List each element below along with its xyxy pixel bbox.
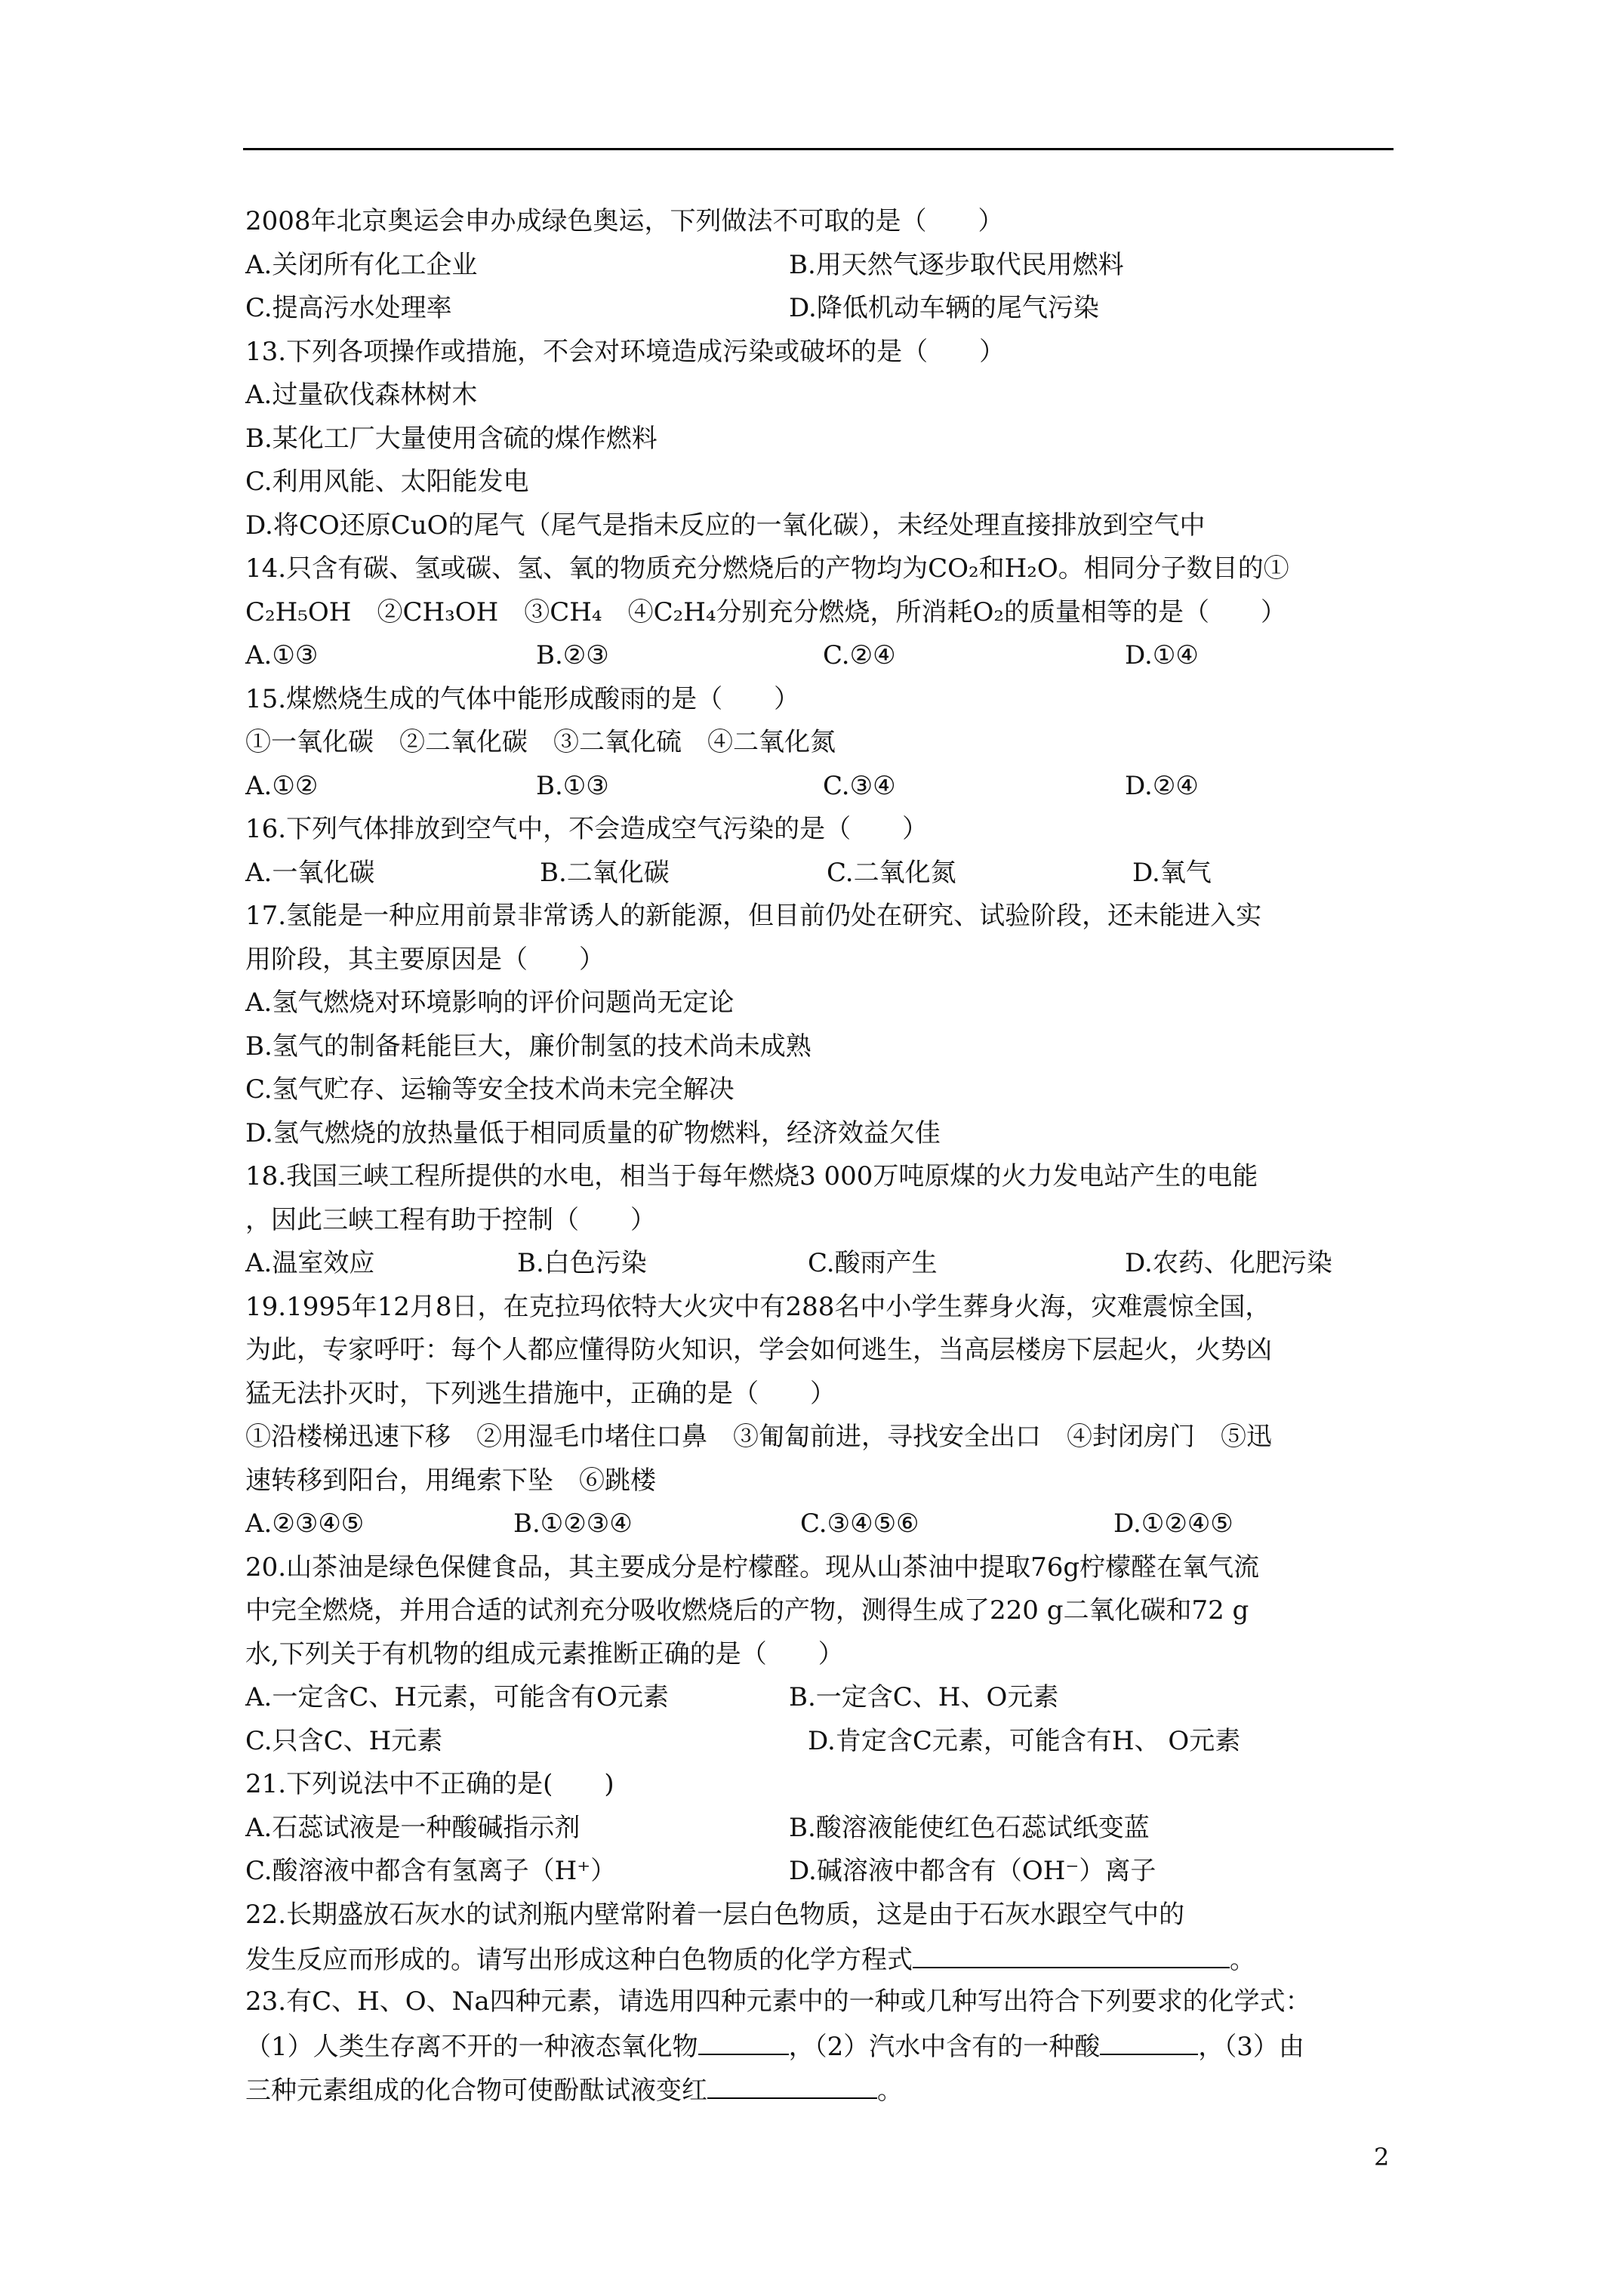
question-12-options-row2 [245, 287, 1408, 331]
option-d: D.②④ [1125, 770, 1199, 801]
option-c: C.酸溶液中都含有氢离子（H⁺） [245, 1856, 617, 1886]
option-d: D.①④ [1125, 640, 1199, 670]
question-21-options-row2 [245, 1850, 1408, 1894]
option-d: D.肯定含C元素，可能含有H、 O元素 [808, 1725, 1241, 1756]
option-d: D.氢气燃烧的放热量低于相同质量的矿物燃料，经济效益欠佳 [245, 1117, 941, 1148]
question-12-stem: 2008年北京奥运会申办成绿色奥运，下列做法不可取的是（ ） [245, 206, 1004, 236]
option-a: A.②③④⑤ [245, 1509, 365, 1539]
option-c: C.二氧化氮 [827, 857, 956, 888]
question-15-options [245, 765, 1408, 809]
option-b: B.氢气的制备耗能巨大，廉价制氢的技术尚未成熟 [245, 1031, 812, 1062]
question-19-stem-cont2: 猛无法扑灭时，下列逃生措施中，正确的是（ ） [245, 1378, 836, 1409]
option-a: A.一氧化碳 [245, 857, 375, 888]
question-19-options [245, 1502, 1408, 1546]
question-22-end: 。 [1230, 1945, 1255, 1975]
question-20-options-row1 [245, 1676, 1408, 1720]
question-15-items: ①一氧化碳 ②二氧化碳 ③二氧化硫 ④二氧化氮 [245, 727, 836, 757]
question-23-part3: ，（3）由 [1198, 2032, 1304, 2062]
question-16-options [245, 852, 1408, 895]
option-d: D.氧气 [1132, 857, 1212, 888]
question-13-stem: 13.下列各项操作或措施，不会对环境造成污染或破坏的是（ ） [245, 336, 1006, 367]
question-14-options [245, 634, 1408, 678]
question-20-stem-cont2: 水,下列关于有机物的组成元素推断正确的是（ ） [245, 1638, 844, 1669]
page-number: 2 [1374, 2143, 1390, 2171]
question-20-stem-cont: 中完全燃烧，并用合适的试剂充分吸收燃烧后的产物，测得生成了220 g二氧化碳和72 g [245, 1595, 1249, 1626]
option-d: D.将CO还原CuO的尾气（尾气是指未反应的一氧化碳），未经处理直接排放到空气中 [245, 510, 1206, 541]
option-b: B.①②③④ [513, 1509, 633, 1539]
question-20-stem: 20.山茶油是绿色保健食品，其主要成分是柠檬醛。现从山茶油中提取76g柠檬醛在氧气流 [245, 1552, 1260, 1583]
option-c: C.③④ [823, 770, 896, 801]
question-20-options-row2 [245, 1720, 1408, 1764]
question-23-parts [245, 2023, 1408, 2067]
question-12-options-row1 [245, 244, 1408, 288]
option-a: A.①③ [245, 640, 319, 670]
option-b: B.①③ [536, 770, 609, 801]
question-14-stem-cont: C₂H₅OH ②CH₃OH ③CH₄ ④C₂H₄分别充分燃烧，所消耗O₂的质量相等的是（ ） [245, 596, 1286, 627]
option-c: C.利用风能、太阳能发电 [245, 467, 529, 497]
question-23-stem: 23.有C、H、O、Na四种元素，请选用四种元素中的一种或几种写出符合下列要求的化学式： [245, 1986, 1311, 2017]
option-c: C.酸雨产生 [808, 1248, 938, 1278]
question-19-stem-cont: 为此，专家呼吁：每个人都应懂得防火知识，学会如何逃生，当高层楼房下层起火，火势凶 [245, 1335, 1272, 1365]
option-b: B.用天然气逐步取代民用燃料 [789, 249, 1124, 280]
question-21-stem: 21.下列说法中不正确的是( ) [245, 1769, 614, 1799]
option-a: A.温室效应 [245, 1248, 375, 1278]
option-a: A.①② [245, 770, 319, 801]
question-23-part1: （1）人类生存离不开的一种液态氧化物 [245, 2032, 698, 2062]
question-22-stem-cont [245, 1937, 1408, 1980]
option-d: D.农药、化肥污染 [1125, 1248, 1332, 1278]
question-17-stem: 17.氢能是一种应用前景非常诱人的新能源，但目前仍处在研究、试验阶段，还未能进入实 [245, 901, 1262, 931]
option-c: C.③④⑤⑥ [800, 1509, 919, 1539]
question-19-items-cont: 速转移到阳台，用绳索下坠 ⑥跳楼 [245, 1465, 656, 1496]
option-b: B.酸溶液能使红色石蕊试纸变蓝 [789, 1812, 1150, 1843]
option-a: A.关闭所有化工企业 [245, 249, 478, 280]
question-23-text: 三种元素组成的化合物可使酚酞试液变红 [245, 2075, 707, 2106]
option-a: A.一定含C、H元素，可能含有O元素 [245, 1682, 669, 1712]
option-c: C.氢气贮存、运输等安全技术尚未完全解决 [245, 1074, 735, 1105]
option-b: B.一定含C、H、O元素 [789, 1682, 1059, 1712]
question-21-options-row1 [245, 1807, 1408, 1851]
answer-blank[interactable] [913, 1937, 1230, 1968]
question-19-items: ①沿楼梯迅速下移 ②用湿毛巾堵住口鼻 ③匍匐前进，寻找安全出口 ④封闭房门 ⑤迅 [245, 1422, 1272, 1452]
option-c: C.只含C、H元素 [245, 1725, 443, 1756]
header-rule [243, 148, 1394, 150]
question-18-stem-cont: ，因此三峡工程有助于控制（ ） [245, 1204, 656, 1235]
option-a: A.过量砍伐森林树木 [245, 380, 478, 410]
option-a: A.氢气燃烧对环境影响的评价问题尚无定论 [245, 988, 735, 1018]
question-18-options [245, 1242, 1408, 1286]
page-body [245, 200, 1408, 2110]
option-b: B.②③ [536, 640, 609, 670]
question-23-stem-cont [245, 2067, 1408, 2111]
question-15-stem: 15.煤燃烧生成的气体中能形成酸雨的是（ ） [245, 683, 800, 714]
question-22-stem: 22.长期盛放石灰水的试剂瓶内壁常附着一层白色物质，这是由于石灰水跟空气中的 [245, 1899, 1185, 1930]
answer-blank[interactable] [1100, 2023, 1198, 2055]
option-b: B.白色污染 [517, 1248, 647, 1278]
question-23-end: 。 [877, 2075, 903, 2106]
option-d: D.降低机动车辆的尾气污染 [789, 293, 1099, 323]
answer-blank[interactable] [707, 2067, 877, 2099]
option-c: C.提高污水处理率 [245, 293, 452, 323]
option-b: B.某化工厂大量使用含硫的煤作燃料 [245, 423, 658, 454]
question-17-stem-cont: 用阶段，其主要原因是（ ） [245, 944, 605, 975]
question-23-part2: ，（2）汽水中含有的一种酸 [788, 2032, 1101, 2062]
question-18-stem: 18.我国三峡工程所提供的水电，相当于每年燃烧3 000万吨原煤的火力发电站产生的电能 [245, 1161, 1258, 1191]
question-19-stem: 19.1995年12月8日，在克拉玛依特大火灾中有288名中小学生葬身火海，灾难震惊全国， [245, 1291, 1271, 1322]
option-d: D.①②④⑤ [1113, 1509, 1233, 1539]
question-14-stem: 14.只含有碳、氢或碳、氢、氧的物质充分燃烧后的产物均为CO₂和H₂O。相同分子数目的① [245, 553, 1289, 584]
answer-blank[interactable] [698, 2023, 789, 2055]
option-d: D.碱溶液中都含有（OH⁻）离子 [789, 1856, 1156, 1886]
question-22-text: 发生反应而形成的。请写出形成这种白色物质的化学方程式 [245, 1945, 913, 1975]
question-16-stem: 16.下列气体排放到空气中，不会造成空气污染的是（ ） [245, 814, 929, 844]
option-c: C.②④ [823, 640, 896, 670]
option-a: A.石蕊试液是一种酸碱指示剂 [245, 1812, 581, 1843]
option-b: B.二氧化碳 [540, 857, 670, 888]
